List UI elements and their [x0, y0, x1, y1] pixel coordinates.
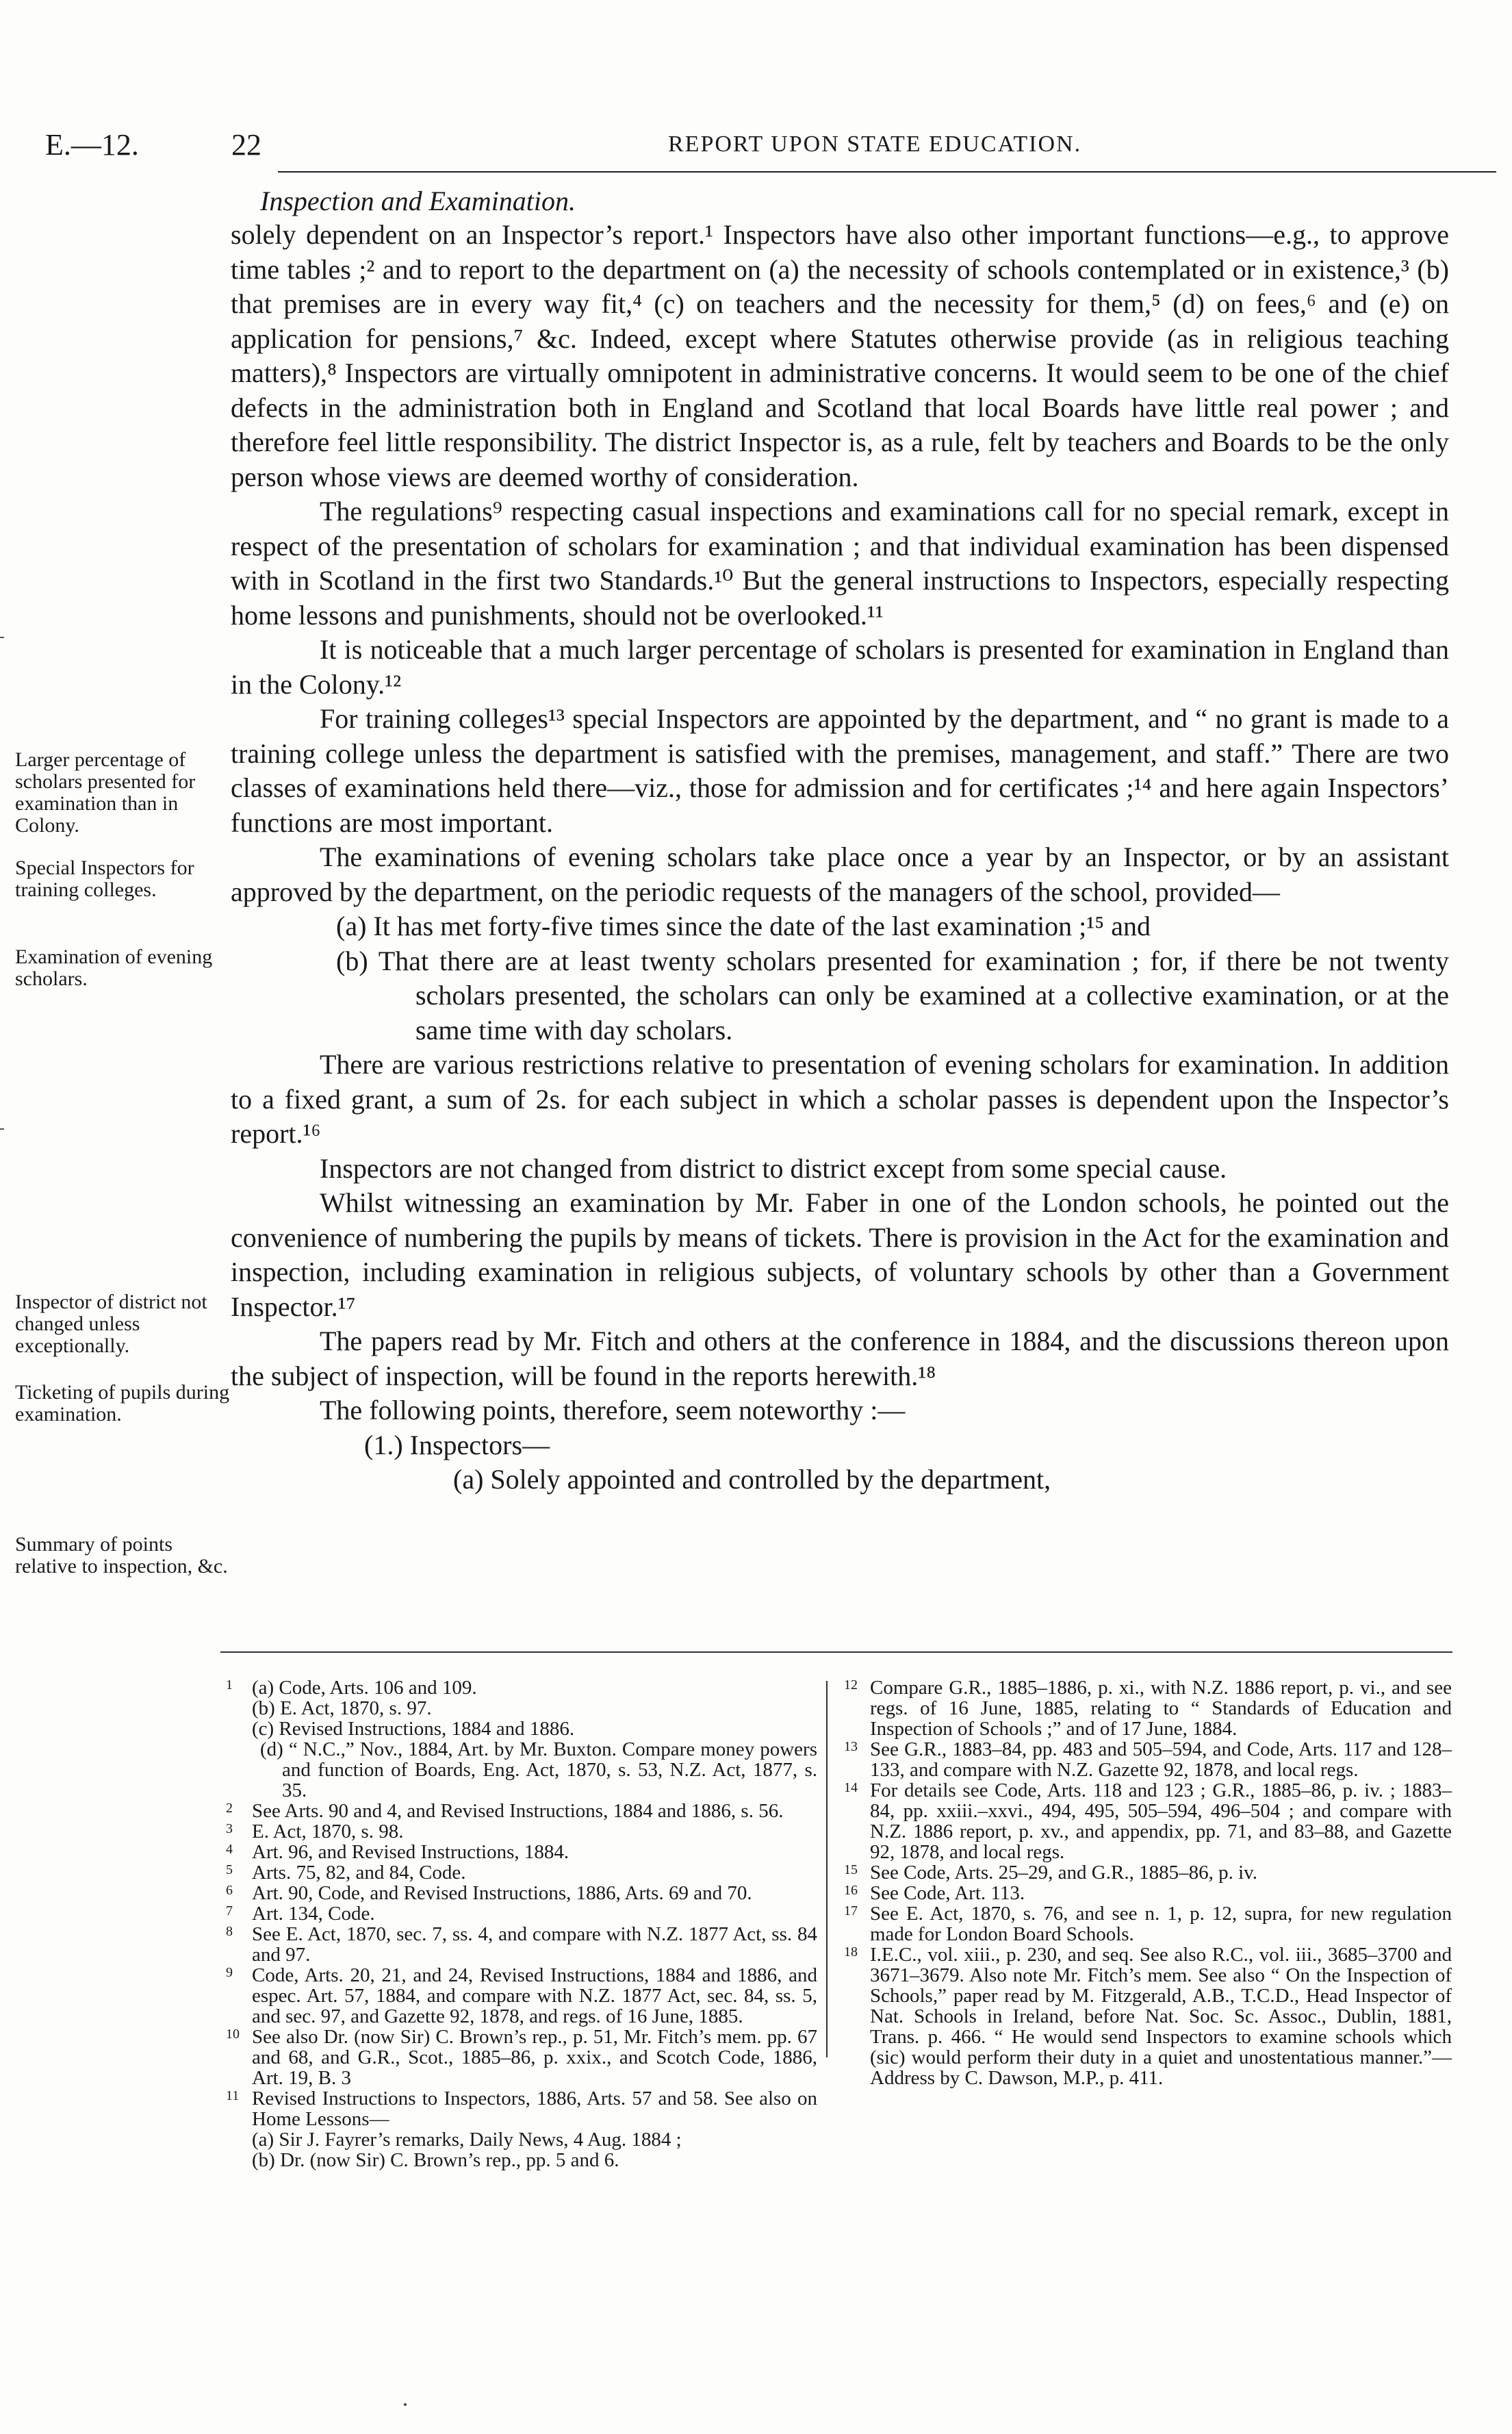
footnote-rule	[220, 1651, 1452, 1653]
footnote-text: Arts. 75, 82, and 84, Code.	[252, 1862, 466, 1884]
footnote-number: 15	[844, 1862, 858, 1877]
margin-mark	[0, 637, 4, 638]
sidenote-special-inspectors: Special Inspectors for training colleges.	[15, 857, 194, 901]
footnote-subitem: (a) Sir J. Fayrer’s remarks, Daily News, 4 Aug. 1884 ;	[252, 2129, 682, 2151]
paragraph: There are various restrictions relative to presentation of evening scholars for examination. In addition to a fixed grant, a sum of 2s. for each subject in which a scholar passes is dependent upon the Inspector’s report.¹⁶	[231, 1049, 1449, 1149]
footnote	[220, 1862, 817, 1883]
footnote-number: 17	[844, 1903, 858, 1918]
sidenote-evening-scholars: Examination of evening scholars.	[15, 946, 213, 990]
footnote-text: Compare G.R., 1885–1886, p. xi., with N.Z. 1886 report, p. vi., and see regs. of 16 June, 1885, relating to “ Standards of Education and Inspection of Schools ;” and of 17 June, 1884.	[870, 1677, 1452, 1740]
paragraph: Inspectors are not changed from district to district except from some special cause.	[320, 1152, 1227, 1184]
footnote-text: See E. Act, 1870, s. 76, and see n. 1, p. 12, supra, for new regulation made for London Board Schools.	[870, 1903, 1452, 1945]
footnote	[220, 1965, 817, 2027]
footnote	[220, 1821, 817, 1842]
footnote-text: See Code, Arts. 25–29, and G.R., 1885–86, p. iv.	[870, 1862, 1258, 1884]
footnote	[838, 1677, 1452, 1739]
footnote-subitem: (b) Dr. (now Sir) C. Brown’s rep., pp. 5 and 6.	[252, 2149, 619, 2171]
footnote-number: 11	[226, 2088, 240, 2103]
footnote	[838, 1903, 1452, 1944]
sidenote-summary: Summary of points relative to inspection, &c.	[15, 1533, 228, 1577]
footnote	[838, 1780, 1452, 1862]
footnote	[220, 1842, 817, 1862]
sidenote-ticketing: Ticketing of pupils during examination.	[15, 1381, 230, 1425]
footnote	[838, 1862, 1452, 1883]
list-item: (1.) Inspectors—	[364, 1429, 550, 1460]
footnote-text: Revised Instructions to Inspectors, 1886, Arts. 57 and 58. See also on Home Lessons—	[252, 2088, 817, 2130]
footnote-number: 8	[226, 1924, 233, 1939]
main-text	[231, 218, 1449, 1497]
page-number: 22	[231, 128, 261, 162]
paragraph: For training colleges¹³ special Inspectors are appointed by the department, and “ no grant is made to a training college unless the department is satisfied with the premises, management, and staff.” There are two classes of examinations held there—viz., those for admission and for certificates ;¹⁴ and here again Inspectors’ functions are most important.	[231, 703, 1449, 838]
paragraph: Whilst witnessing an examination by Mr. Faber in one of the London schools, he pointed out the convenience of numbering the pupils by means of tickets. There is provision in the Act for the examination and inspection, including examination in religious subjects, of voluntary schools by other than a Government Inspector.¹⁷	[231, 1187, 1449, 1322]
footnote-text: I.E.C., vol. xiii., p. 230, and seq. See also R.C., vol. iii., 3685–3700 and 3671–3679. Also note Mr. Fitch’s mem. See also “ On the Inspection of Schools,” paper read by M. Fitzgerald, A.B., T.C.D., Head Inspector of Nat. Schools in Ireland, before Nat. Soc. Sc. Assoc., Dublin, 1881, Trans. p. 466. “ He would send Inspectors to examine schools which (sic) would perform their duty in a quiet and unostentatious manner.”—Address by C. Dawson, M.P., p. 411.	[870, 1944, 1452, 2089]
footnote	[220, 1883, 817, 1903]
footnote-text: For details see Code, Arts. 118 and 123 ; G.R., 1885–86, p. iv. ; 1883–84, pp. xxiii.–xxvi., 494, 495, 505–594, 496–504 ; and compare with N.Z. 1886 report, p. xv., and appendix, pp. 71, and 83–88, and Gazette 92, 1878, and local regs.	[870, 1779, 1452, 1863]
footnote-text: Art. 134, Code.	[252, 1903, 375, 1925]
footnote-number: 14	[844, 1780, 858, 1795]
footnote-number: 1	[226, 1677, 233, 1693]
footnote-text: See E. Act, 1870, sec. 7, ss. 4, and compare with N.Z. 1877 Act, ss. 84 and 97.	[252, 1923, 817, 1966]
footnote-number: 13	[844, 1739, 858, 1754]
footnote-number: 6	[226, 1883, 233, 1898]
paragraph: The following points, therefore, seem noteworthy :—	[320, 1395, 906, 1425]
list-item: (b) That there are at least twenty scholars presented for examination ; for, if there be not twenty scholars presented, the scholars can only be examined at a collective examination, or at the same time with day scholars.	[336, 945, 1449, 1045]
footnote	[220, 2088, 817, 2170]
footnote-subitem: (c) Revised Instructions, 1884 and 1886.	[252, 1718, 575, 1740]
footnote-number: 5	[226, 1862, 233, 1877]
stray-ink-dot	[404, 2403, 407, 2406]
footnote	[838, 1944, 1452, 2088]
footnote	[220, 1903, 817, 1924]
footnote	[220, 1677, 817, 1801]
footnote-number: 10	[226, 2027, 240, 2042]
footnote-number: 12	[844, 1677, 858, 1693]
document-code: E.—12.	[45, 128, 139, 162]
footnote-number: 7	[226, 1903, 233, 1918]
footnote-subitem: (a) Code, Arts. 106 and 109.	[252, 1677, 477, 1699]
footnote	[838, 1739, 1452, 1780]
sidenote-larger-percentage: Larger percentage of scholars presented for examination than in Colony.	[15, 748, 196, 837]
footnote-text: See G.R., 1883–84, pp. 483 and 505–594, and Code, Arts. 117 and 128–133, and compare with N.Z. Gazette 92, 1878, and local regs.	[870, 1738, 1452, 1781]
footnote-text: See Arts. 90 and 4, and Revised Instructions, 1884 and 1886, s. 56.	[252, 1800, 784, 1822]
footnotes-right-column	[838, 1677, 1452, 2088]
footnote-text: E. Act, 1870, s. 98.	[252, 1821, 404, 1842]
footnote-column-divider	[826, 1681, 828, 2057]
footnote-number: 2	[226, 1801, 233, 1816]
footnote	[838, 1883, 1452, 1903]
footnote	[220, 2027, 817, 2088]
footnote-text: Art. 96, and Revised Instructions, 1884.	[252, 1841, 569, 1863]
footnote-text: Art. 90, Code, and Revised Instructions, 1886, Arts. 69 and 70.	[252, 1882, 752, 1904]
footnote-text: See also Dr. (now Sir) C. Brown’s rep., p. 51, Mr. Fitch’s mem. pp. 67 and 68, and G.R., Scot., 1885–86, p. xxix., and Scotch Code, 1886, Art. 19, B. 3	[252, 2026, 817, 2089]
paragraph: The papers read by Mr. Fitch and others at the conference in 1884, and the discussions thereon upon the subject of inspection, will be found in the reports herewith.¹⁸	[231, 1326, 1449, 1391]
list-item: (a) It has met forty-five times since the date of the last examination ;¹⁵ and	[336, 911, 1151, 941]
running-title: REPORT UPON STATE EDUCATION.	[668, 131, 1082, 157]
footnote-number: 9	[226, 1965, 233, 1980]
footnote-number: 16	[844, 1883, 858, 1898]
footnote-number: 18	[844, 1944, 858, 1960]
footnote-subitem: (d) “ N.C.,” Nov., 1884, Art. by Mr. Buxton. Compare money powers and function of Boards, Eng. Act, 1870, s. 53, N.Z. Act, 1877, s. 35.	[260, 1738, 817, 1801]
footnote-number: 4	[226, 1842, 233, 1857]
paragraph: The regulations⁹ respecting casual inspections and examinations call for no special remark, except in respect of the presentation of scholars for examination ; and that individual examination has been dispensed with in Scotland in the first two Standards.¹⁰ But the general instructions to Inspectors, especially respecting home lessons and punishments, should not be overlooked.¹¹	[231, 496, 1449, 631]
footnote-text: See Code, Art. 113.	[870, 1882, 1025, 1904]
header-rule	[278, 171, 1496, 173]
footnote	[220, 1801, 817, 1821]
margin-mark	[0, 1128, 4, 1130]
sidenote-inspector-district: Inspector of district not changed unless exceptionally.	[15, 1291, 207, 1357]
paragraph: It is noticeable that a much larger percentage of scholars is presented for examination in England than in the Colony.¹²	[231, 634, 1449, 700]
footnote	[220, 1924, 817, 1965]
footnote-subitem: (b) E. Act, 1870, s. 97.	[252, 1697, 432, 1719]
footnotes-left-column	[220, 1677, 817, 2170]
footnote-number: 3	[226, 1821, 233, 1836]
paragraph: solely dependent on an Inspector’s report.¹ Inspectors have also other important functions—e.g., to approve time tables ;² and to report to the department on (a) the necessity of schools contemplated or in existence,³ (b) that premises are in every way fit,⁴ (c) on teachers and the necessity for them,⁵ (d) on fees,⁶ and (e) on application for pensions,⁷ &c. Indeed, except where Statutes otherwise provide (as in religious teaching matters),⁸ Inspectors are virtually omnipotent in administrative concerns. It would seem to be one of the chief defects in the administration both in England and Scotland that local Boards have little real power ; and therefore feel little responsibility. The district Inspector is, as a rule, felt by teachers and Boards to be the only person whose views are deemed worthy of consideration.	[231, 219, 1449, 492]
paragraph: The examinations of evening scholars take place once a year by an Inspector, or by an assistant approved by the department, on the periodic requests of the managers of the school, provided—	[231, 841, 1449, 907]
footnote-text: Code, Arts. 20, 21, and 24, Revised Instructions, 1884 and 1886, and espec. Art. 57, 1884, and compare with N.Z. 1877 Act, sec. 84, ss. 5, and sec. 97, and Gazette 92, 1878, and regs. of 16 June, 1885.	[252, 1964, 817, 2027]
list-item: (a) Solely appointed and controlled by the department,	[453, 1464, 1051, 1495]
section-title: Inspection and Examination.	[260, 186, 576, 216]
running-header	[45, 127, 1448, 168]
